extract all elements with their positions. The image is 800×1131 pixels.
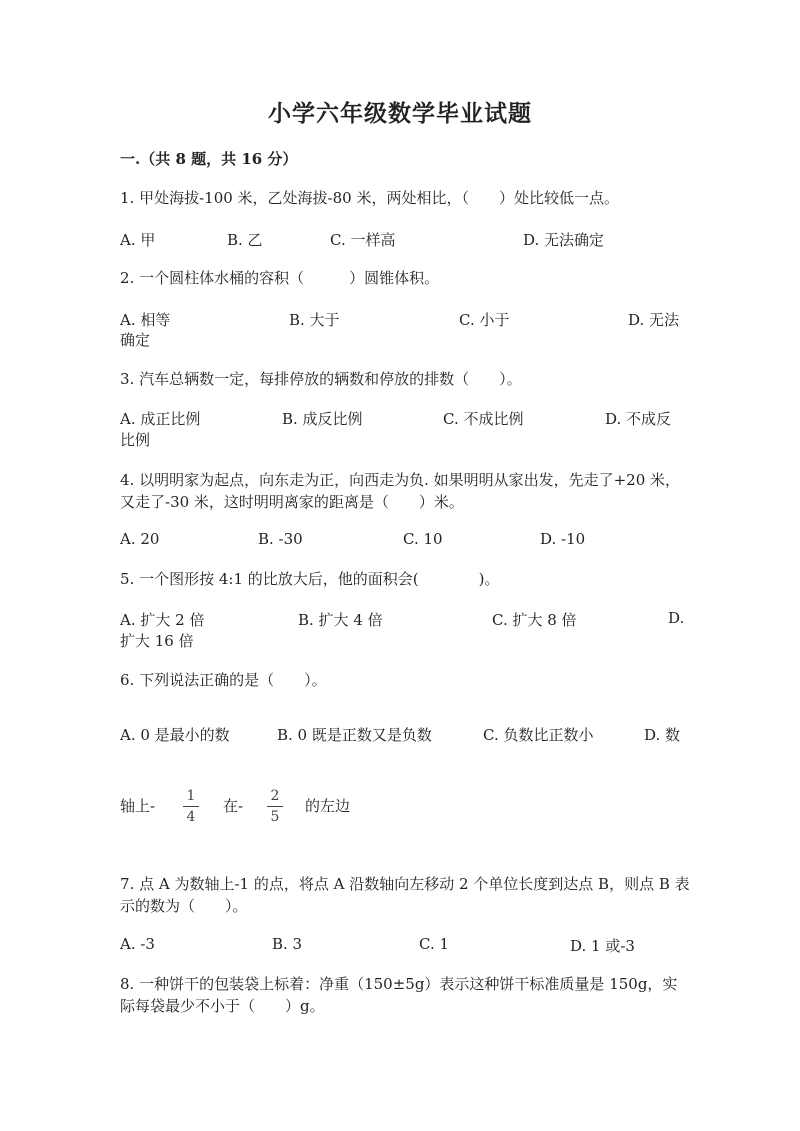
q6-d-suffix: 的左边 bbox=[305, 797, 351, 815]
q6-option-c: C. 负数比正数小 bbox=[483, 726, 594, 744]
q5-option-b: B. 扩大 4 倍 bbox=[298, 611, 383, 629]
section-heading: 一.（共 8 题，共 16 分） bbox=[120, 150, 298, 168]
q2-option-a: A. 相等 bbox=[120, 311, 171, 329]
q2-option-d-wrap: 确定 bbox=[120, 331, 151, 349]
q2-option-b: B. 大于 bbox=[289, 311, 340, 329]
q6-d-prefix: 轴上- bbox=[120, 797, 156, 815]
question-6: 6. 下列说法正确的是（ ）。 bbox=[120, 671, 327, 689]
q2-option-c: C. 小于 bbox=[459, 311, 510, 329]
question-5: 5. 一个图形按 4:1 的比放大后，他的面积会( )。 bbox=[120, 570, 500, 588]
q6-d-mid: 在- bbox=[223, 797, 244, 815]
fraction-denominator: 4 bbox=[186, 809, 196, 825]
fraction-denominator: 5 bbox=[270, 809, 280, 825]
q3-option-a: A. 成正比例 bbox=[120, 410, 201, 428]
fraction-one-quarter bbox=[183, 786, 199, 827]
q4-option-c: C. 10 bbox=[403, 530, 443, 548]
q7-option-c: C. 1 bbox=[419, 935, 450, 953]
q6-option-a: A. 0 是最小的数 bbox=[120, 726, 230, 744]
question-1: 1. 甲处海拔-100 米，乙处海拔-80 米，两处相比，（ ）处比较低一点。 bbox=[120, 189, 619, 207]
q4-option-b: B. -30 bbox=[258, 530, 303, 548]
question-7: 7. 点 A 为数轴上-1 的点，将点 A 沿数轴向左移动 2 个单位长度到达点 B，则点 B 表示的数为（ ）。 bbox=[120, 875, 690, 915]
q3-option-d-wrap: 比例 bbox=[120, 431, 151, 449]
q7-option-a: A. -3 bbox=[120, 935, 155, 953]
q3-option-b: B. 成反比例 bbox=[282, 410, 363, 428]
q1-option-c: C. 一样高 bbox=[330, 231, 396, 249]
fraction-two-fifths bbox=[267, 786, 283, 827]
q3-option-c: C. 不成比例 bbox=[443, 410, 524, 428]
q6-option-d: D. 数 bbox=[644, 726, 681, 744]
q2-option-d: D. 无法 bbox=[628, 311, 680, 329]
fraction-numerator: 2 bbox=[270, 788, 280, 804]
q1-option-d: D. 无法确定 bbox=[523, 231, 605, 249]
q5-option-d: D. bbox=[668, 609, 685, 627]
question-4: 4. 以明明家为起点，向东走为正，向西走为负. 如果明明从家出发，先走了+20 米，又走了-30 米，这时明明离家的距离是（ ）米。 bbox=[120, 471, 681, 511]
q1-option-b: B. 乙 bbox=[227, 231, 263, 249]
q5-option-d-wrap: 扩大 16 倍 bbox=[120, 632, 194, 650]
question-3: 3. 汽车总辆数一定，每排停放的辆数和停放的排数（ ）。 bbox=[120, 370, 522, 388]
q7-option-b: B. 3 bbox=[272, 935, 303, 953]
q6-option-b: B. 0 既是正数又是负数 bbox=[277, 726, 432, 744]
q4-option-d: D. -10 bbox=[540, 530, 586, 548]
q3-option-d: D. 不成反 bbox=[605, 410, 672, 428]
q5-option-c: C. 扩大 8 倍 bbox=[492, 611, 577, 629]
q1-option-a: A. 甲 bbox=[120, 231, 156, 249]
question-8: 8. 一种饼干的包装袋上标着：净重（150±5g）表示这种饼干标准质量是 150g，实际每袋最少不小于（ ）g。 bbox=[120, 975, 678, 1015]
q5-option-a: A. 扩大 2 倍 bbox=[120, 611, 205, 629]
q7-option-d: D. 1 或-3 bbox=[570, 937, 635, 955]
question-2: 2. 一个圆柱体水桶的容积（ ）圆锥体积。 bbox=[120, 269, 440, 287]
fraction-numerator: 1 bbox=[186, 788, 196, 804]
page-title: 小学六年级数学毕业试题 bbox=[268, 100, 532, 127]
q4-option-a: A. 20 bbox=[120, 530, 160, 548]
